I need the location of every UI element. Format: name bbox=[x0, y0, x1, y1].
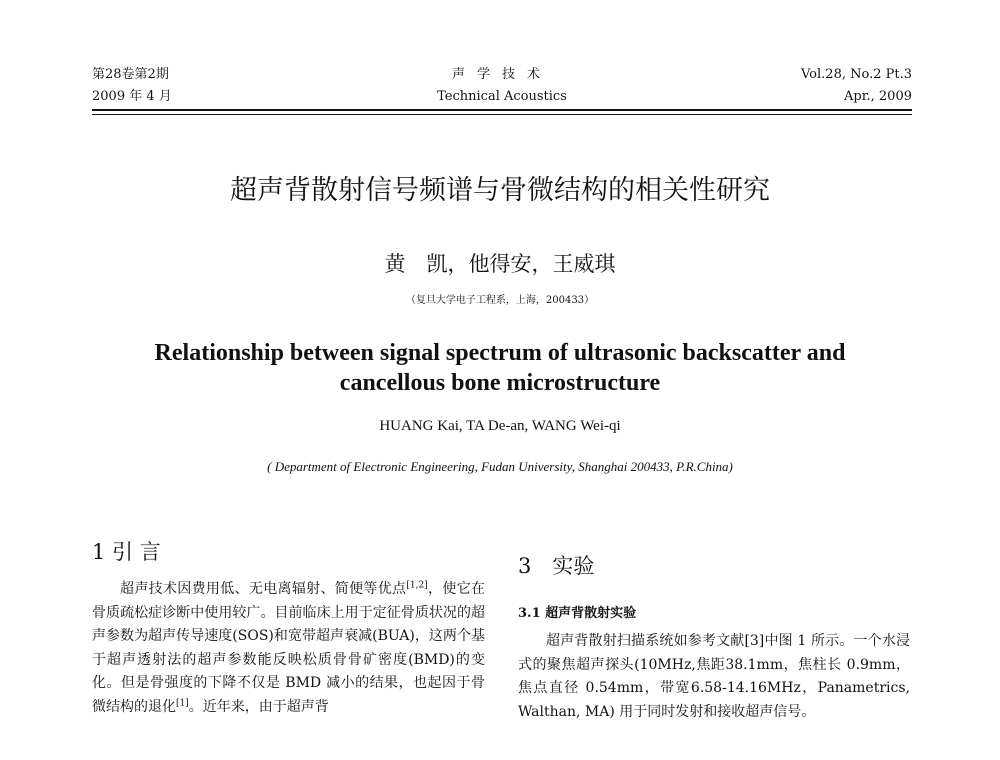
title-chinese: 超声背散射信号频谱与骨微结构的相关性研究 bbox=[230, 175, 770, 206]
affiliation-english: ( Department of Electronic Engineering, Fudan University, Shanghai 200433, P.R.China) bbox=[267, 459, 733, 474]
header-center bbox=[92, 64, 912, 108]
intro-text-3: 。近年来，由于超声背 bbox=[188, 698, 329, 715]
header-journal-cn: 声学技术 bbox=[451, 67, 552, 82]
title-english bbox=[0, 338, 1000, 398]
section-heading-intro: 1 引 言 bbox=[92, 540, 161, 564]
header-date-cn: 2009 年 4 月 bbox=[92, 89, 172, 104]
header-volume-en: Vol.28, No.2 Pt.3 bbox=[800, 67, 912, 82]
running-header bbox=[92, 64, 912, 114]
affiliation-chinese: （复旦大学电子工程系，上海，200433） bbox=[405, 295, 595, 306]
header-right bbox=[801, 64, 912, 108]
header-rule-thin bbox=[92, 114, 912, 115]
title-english-line2: cancellous bone microstructure bbox=[339, 370, 661, 396]
subsection-heading-backscatter: 3.1 超声背散射实验 bbox=[518, 606, 637, 621]
intro-text-2: ，使它在骨质疏松症诊断中使用较广。目前临床上用于定征骨质状况的超声参数为超声传导速度(SOS)和宽带超声衰减(BUA)，这两个基于超声透射法的超声参数能反映松质骨骨矿密度(BMD)的变化。但是骨强度的下降不仅是 BMD 减小的结果，也起因于骨微结构的退化 bbox=[92, 581, 486, 715]
intro-text-1: 超声技术因费用低、无电离辐射、简便等优点 bbox=[120, 581, 407, 597]
header-rule-thick bbox=[92, 109, 912, 111]
title-english-line1: Relationship between signal spectrum of ultrasonic backscatter and bbox=[154, 340, 846, 366]
intro-paragraph bbox=[92, 578, 485, 719]
citation-ref-1: [1,2] bbox=[406, 580, 428, 591]
citation-ref-2: [1] bbox=[176, 697, 189, 708]
authors-english: HUANG Kai, TA De-an, WANG Wei-qi bbox=[379, 418, 621, 434]
experiment-paragraph: 超声背散射扫描系统如参考文献[3]中图 1 所示。一个水浸式的聚焦超声探头(10MHz,焦距38.1mm，焦柱长 0.9mm，焦点直径 0.54mm，带宽6.58-14.16MHz，Panametrics, Walthan, MA) 用于同时发射和接收超声信号。 bbox=[518, 633, 910, 720]
section-heading-experiment: 3 实验 bbox=[518, 554, 595, 578]
authors-chinese: 黄 凯，他得安，王威琪 bbox=[384, 252, 616, 276]
header-volume-cn: 第28卷第2期 bbox=[92, 67, 169, 82]
header-journal-en: Technical Acoustics bbox=[437, 89, 567, 104]
header-date-en: Apr., 2009 bbox=[844, 89, 912, 104]
